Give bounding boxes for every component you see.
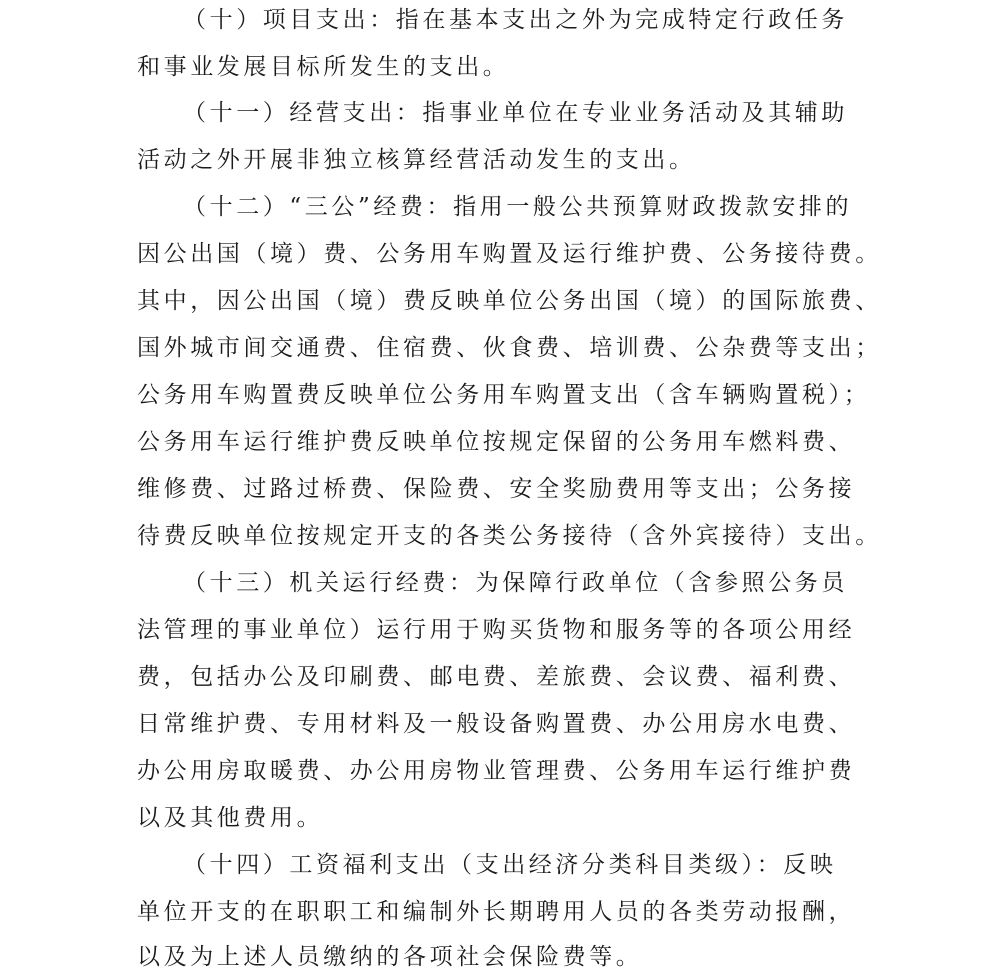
paragraph-12-line-2: 因公出国（境）费、公务用车购置及运行维护费、公务接待费。 <box>137 241 882 267</box>
paragraph-12-line-6: 公务用车运行维护费反映单位按规定保留的公务用车燃料费、 <box>137 429 856 455</box>
paragraph-12-line-7: 维修费、过路过桥费、保险费、安全奖励费用等支出；公务接 <box>137 476 856 502</box>
paragraph-13-line-6: 以及其他费用。 <box>137 805 324 831</box>
paragraph-14-line-3: 以及为上述人员缴纳的各项社会保险费等。 <box>137 944 643 970</box>
paragraph-10-line-2: 和事业发展目标所发生的支出。 <box>137 54 510 80</box>
paragraph-14-line-1: （十四）工资福利支出（支出经济分类科目类级）：反映 <box>183 852 837 878</box>
paragraph-13-line-1: （十三）机关运行经费：为保障行政单位（含参照公务员 <box>183 570 848 596</box>
paragraph-12-line-1: （十二）“三公”经费：指用一般公共预算财政拨款安排的 <box>183 194 853 220</box>
paragraph-11-line-2: 活动之外开展非独立核算经营活动发生的支出。 <box>137 147 696 173</box>
paragraph-12-line-5: 公务用车购置费反映单位公务用车购置支出（含车辆购置税）； <box>137 382 871 408</box>
paragraph-13-line-4: 日常维护费、专用材料及一般设备购置费、办公用房水电费、 <box>137 711 856 737</box>
paragraph-13-line-5: 办公用房取暖费、办公用房物业管理费、公务用车运行维护费 <box>137 758 856 784</box>
paragraph-14-line-2: 单位开支的在职职工和编制外长期聘用人员的各类劳动报酬， <box>137 899 856 925</box>
paragraph-13-line-3: 费，包括办公及印刷费、邮电费、差旅费、会议费、福利费、 <box>137 664 856 690</box>
paragraph-10-line-1: （十）项目支出：指在基本支出之外为完成特定行政任务 <box>183 7 848 33</box>
paragraph-12-line-3: 其中，因公出国（境）费反映单位公务出国（境）的国际旅费、 <box>137 288 882 314</box>
paragraph-13-line-2: 法管理的事业单位）运行用于购买货物和服务等的各项公用经 <box>137 617 856 643</box>
paragraph-11-line-1: （十一）经营支出：指事业单位在专业业务活动及其辅助 <box>183 100 848 126</box>
paragraph-12-line-4: 国外城市间交通费、住宿费、伙食费、培训费、公杂费等支出； <box>137 335 882 361</box>
paragraph-12-line-8: 待费反映单位按规定开支的各类公务接待（含外宾接待）支出。 <box>137 523 882 549</box>
